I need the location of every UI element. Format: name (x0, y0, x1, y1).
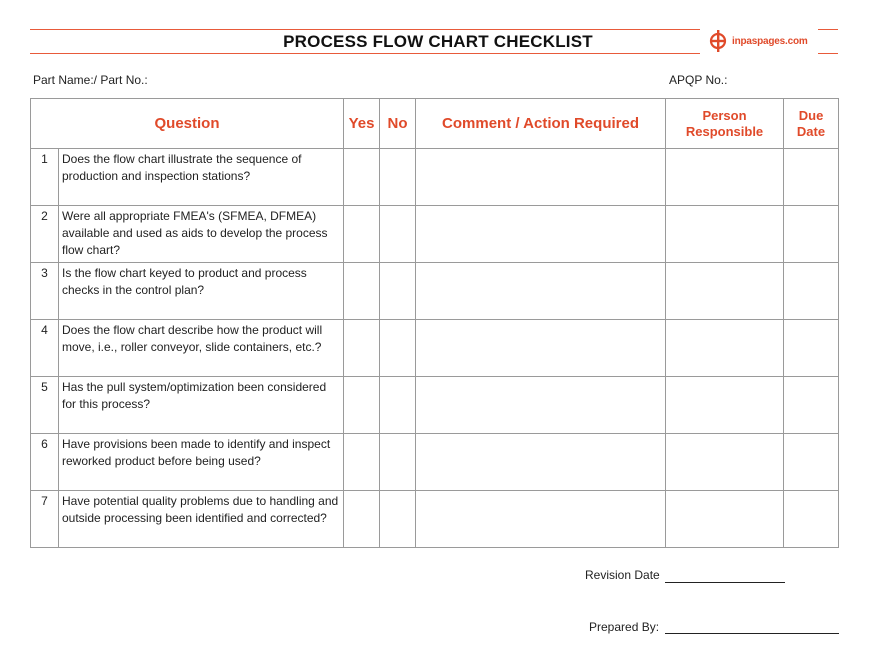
row-question: Does the flow chart illustrate the sequence of production and inspection stations? (59, 149, 344, 206)
yes-cell[interactable] (344, 263, 380, 320)
person-cell[interactable] (666, 377, 784, 434)
prepared-by-field[interactable] (665, 633, 839, 634)
row-number: 4 (31, 320, 59, 377)
checklist-table (30, 98, 839, 548)
table-row (31, 377, 839, 434)
comment-cell[interactable] (416, 320, 666, 377)
due-cell[interactable] (784, 434, 839, 491)
due-cell[interactable] (784, 149, 839, 206)
yes-cell[interactable] (344, 434, 380, 491)
row-number: 2 (31, 206, 59, 263)
logo-mark-icon (709, 30, 729, 52)
due-cell[interactable] (784, 206, 839, 263)
yes-cell[interactable] (344, 491, 380, 548)
row-number: 7 (31, 491, 59, 548)
row-question: Have provisions been made to identify and inspect reworked product before being used? (59, 434, 344, 491)
no-cell[interactable] (380, 263, 416, 320)
row-number: 3 (31, 263, 59, 320)
revision-date-label: Revision Date (585, 568, 660, 582)
person-cell[interactable] (666, 491, 784, 548)
due-cell[interactable] (784, 377, 839, 434)
table-row (31, 320, 839, 377)
person-cell[interactable] (666, 263, 784, 320)
table-row (31, 263, 839, 320)
due-cell[interactable] (784, 491, 839, 548)
part-name-label: Part Name:/ Part No.: (33, 73, 148, 87)
logo-text: inpaspages.com (732, 35, 808, 47)
no-cell[interactable] (380, 320, 416, 377)
no-cell[interactable] (380, 149, 416, 206)
apqp-label: APQP No.: (669, 73, 728, 87)
comment-cell[interactable] (416, 491, 666, 548)
table-row (31, 434, 839, 491)
yes-cell[interactable] (344, 206, 380, 263)
due-cell[interactable] (784, 263, 839, 320)
bottom-rule-left (30, 53, 700, 54)
top-rule-left (30, 29, 700, 30)
person-cell[interactable] (666, 320, 784, 377)
table-row (31, 491, 839, 548)
yes-cell[interactable] (344, 377, 380, 434)
page-title: PROCESS FLOW CHART CHECKLIST (283, 32, 593, 51)
row-question: Does the flow chart describe how the product will move, i.e., roller conveyor, slide containers, etc.? (59, 320, 344, 377)
person-cell[interactable] (666, 206, 784, 263)
person-cell[interactable] (666, 434, 784, 491)
comment-cell[interactable] (416, 434, 666, 491)
row-question: Is the flow chart keyed to product and process checks in the control plan? (59, 263, 344, 320)
table-row (31, 206, 839, 263)
comment-cell[interactable] (416, 263, 666, 320)
yes-cell[interactable] (344, 320, 380, 377)
header-no: No (380, 99, 416, 149)
row-question: Have potential quality problems due to handling and outside processing been identified and corrected? (59, 491, 344, 548)
person-cell[interactable] (666, 149, 784, 206)
due-cell[interactable] (784, 320, 839, 377)
header-row (31, 99, 839, 149)
row-number: 5 (31, 377, 59, 434)
yes-cell[interactable] (344, 149, 380, 206)
header-due: Due Date (784, 99, 839, 149)
header-yes: Yes (344, 99, 380, 149)
row-question: Were all appropriate FMEA's (SFMEA, DFMEA) available and used as aids to develop the process flow chart? (59, 206, 344, 263)
row-number: 1 (31, 149, 59, 206)
table-row (31, 149, 839, 206)
no-cell[interactable] (380, 377, 416, 434)
comment-cell[interactable] (416, 149, 666, 206)
header-person: Person Responsible (666, 99, 784, 149)
comment-cell[interactable] (416, 206, 666, 263)
no-cell[interactable] (380, 434, 416, 491)
row-question: Has the pull system/optimization been considered for this process? (59, 377, 344, 434)
header-comment: Comment / Action Required (416, 99, 666, 149)
header-question: Question (31, 99, 344, 149)
comment-cell[interactable] (416, 377, 666, 434)
no-cell[interactable] (380, 491, 416, 548)
top-rule-right (818, 29, 838, 30)
bottom-rule-right (818, 53, 838, 54)
no-cell[interactable] (380, 206, 416, 263)
brand-logo (709, 28, 808, 54)
revision-date-field[interactable] (665, 582, 785, 583)
row-number: 6 (31, 434, 59, 491)
prepared-by-label: Prepared By: (589, 620, 660, 634)
